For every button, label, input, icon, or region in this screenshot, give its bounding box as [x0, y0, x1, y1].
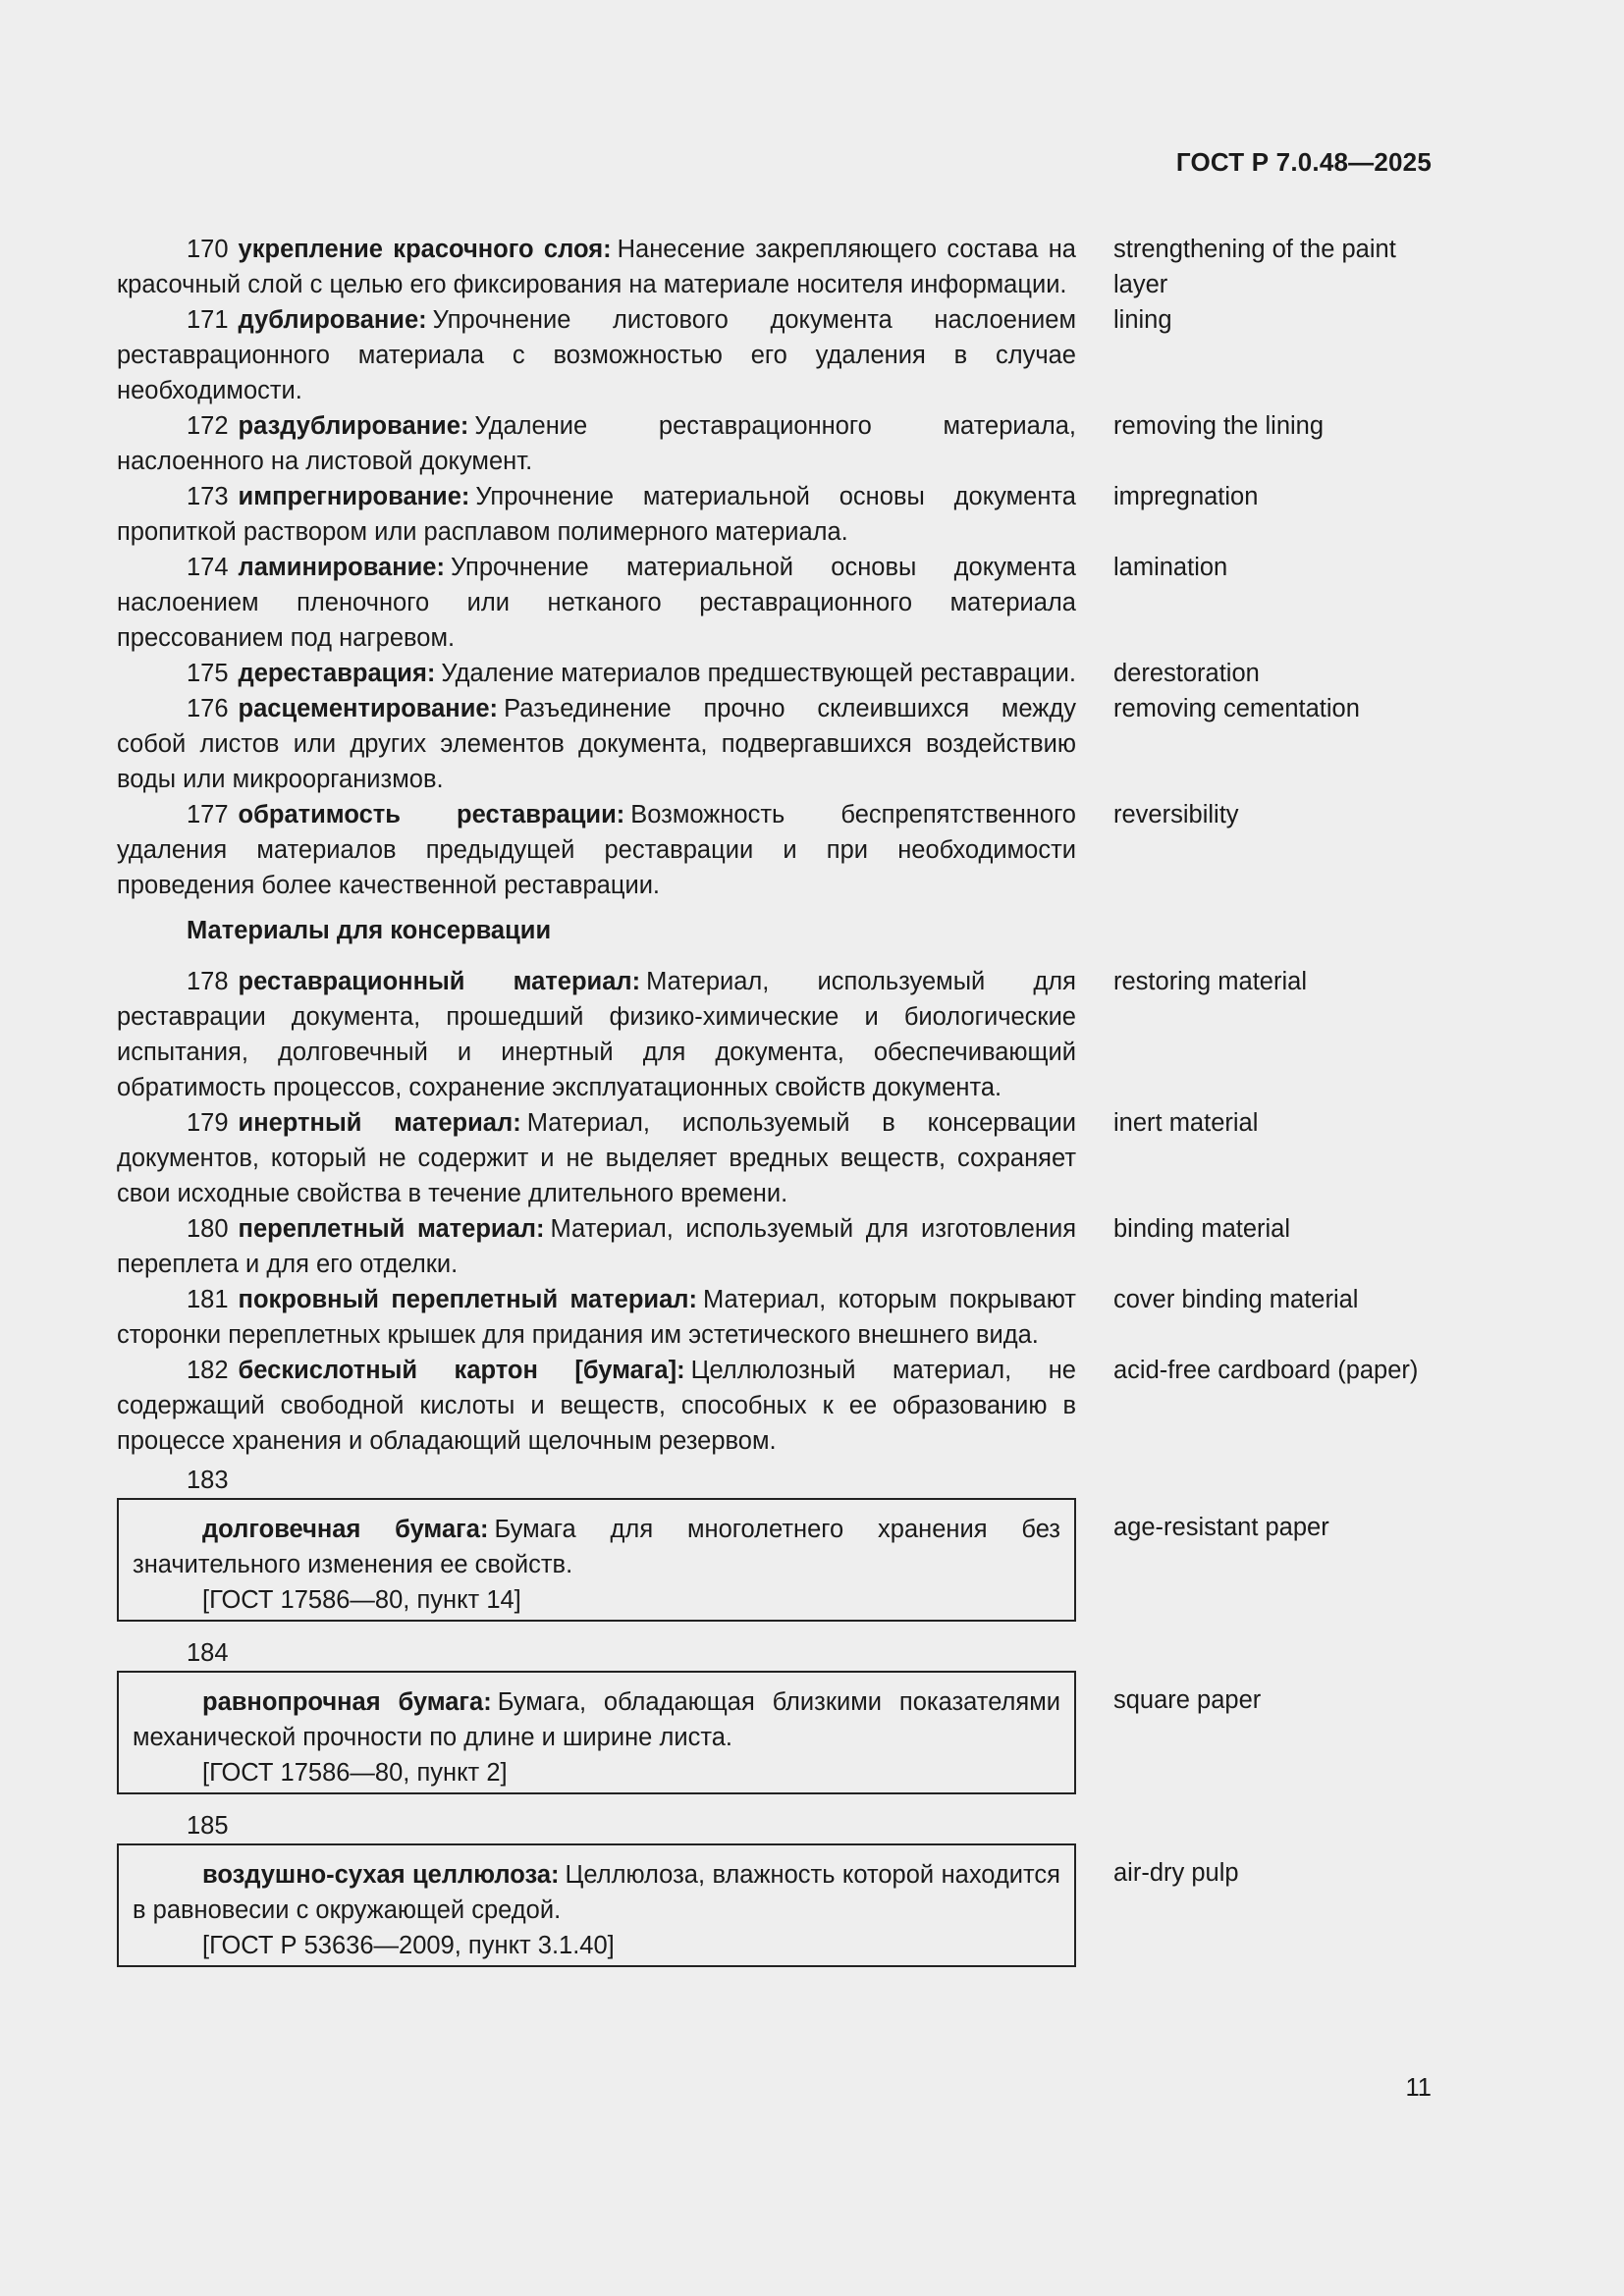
term-text: Упрочнение материальной основы документа пропиткой раствором или расплавом полимерного материала.	[117, 483, 1076, 546]
term-number: 177	[187, 801, 229, 828]
term-text: Целлюлозный материал, не содержащий свободной кислоты и веществ, способных к ее образованию в процессе хранения и обладающий щелочным резервом.	[117, 1357, 1076, 1455]
term-entry	[117, 302, 1431, 408]
term-definition	[117, 408, 1076, 479]
term-text: Упрочнение материальной основы документа наслоением пленочного или нетканого реставрационного материала прессованием под нагревом.	[117, 554, 1076, 652]
term-text: Целлюлоза, влажность которой находится в равновесии с окружающей средой.	[133, 1861, 1060, 1924]
term-english: lamination	[1113, 554, 1228, 581]
term-name: раздублирование:	[238, 412, 469, 440]
term-entry	[117, 408, 1431, 479]
term-reference: [ГОСТ Р 53636—2009, пункт 3.1.40]	[202, 1932, 615, 1959]
term-text: Бумага для многолетнего хранения без значительного изменения ее свойств.	[133, 1516, 1061, 1578]
term-definition	[117, 656, 1076, 691]
term-entry	[117, 479, 1431, 550]
term-definition	[117, 1105, 1076, 1211]
term-text: Материал, которым покрывают сторонки переплетных крышек для придания им эстетического внешнего вида.	[117, 1286, 1076, 1349]
term-text: Материал, используемый для изготовления переплета и для его отделки.	[117, 1215, 1077, 1278]
section-title: Материалы для консервации	[187, 917, 552, 944]
term-name: укрепление красочного слоя:	[238, 236, 612, 263]
term-definition	[117, 964, 1076, 1105]
term-english: square paper	[1113, 1686, 1262, 1714]
term-entry	[117, 232, 1431, 302]
term-english: acid-free cardboard (paper)	[1113, 1357, 1419, 1384]
document-header: ГОСТ Р 7.0.48—2025	[1175, 147, 1432, 177]
term-definition	[117, 691, 1076, 797]
term-text: Упрочнение листового документа наслоением реставрационного материала с возможностью его удаления в случае необходимости.	[117, 306, 1076, 404]
term-box	[117, 1843, 1076, 1967]
term-entry	[117, 797, 1431, 903]
boxed-term-entry	[117, 1671, 1431, 1794]
term-english: cover binding material	[1113, 1286, 1359, 1313]
term-english: lining	[1113, 306, 1172, 334]
term-number: 183	[187, 1467, 229, 1494]
term-entry	[117, 656, 1431, 691]
term-name: переплетный материал:	[238, 1215, 545, 1243]
term-english: removing the lining	[1113, 412, 1325, 440]
term-name: реставрационный материал:	[238, 968, 641, 995]
term-english: removing cementation	[1113, 695, 1360, 722]
term-definition	[117, 479, 1076, 550]
term-text: Бумага, обладающая близкими показателями механической прочности по длине и ширине листа.	[133, 1688, 1060, 1751]
term-definition	[133, 1684, 1060, 1755]
term-text: Материал, используемый для реставрации документа, прошедший физико-химические и биологические испытания, долговечный и инертный для документа, обеспечивающий обратимость процессов, сохранение эксплуатационных свойств документа.	[117, 968, 1076, 1101]
term-entry	[117, 964, 1431, 1105]
term-name: ламинирование:	[238, 554, 445, 581]
term-entry	[117, 1105, 1431, 1211]
term-name: импрегнирование:	[238, 483, 470, 510]
term-name: дереставрация:	[238, 660, 436, 687]
term-number: 173	[187, 483, 229, 510]
term-name: дублирование:	[238, 306, 427, 334]
term-definition	[117, 1353, 1076, 1459]
boxed-term-entry	[117, 1498, 1431, 1622]
term-entry	[117, 1353, 1431, 1459]
term-text: Материал, используемый в консервации документов, который не содержит и не выделяет вредных веществ, сохраняет свои исходные свойства в течение длительного времени.	[117, 1109, 1076, 1207]
term-definition	[117, 550, 1076, 656]
term-entry	[117, 1282, 1431, 1353]
term-english: impregnation	[1113, 483, 1259, 510]
term-number: 172	[187, 412, 229, 440]
term-definition	[117, 797, 1076, 903]
term-definition	[117, 302, 1076, 408]
term-entry	[117, 550, 1431, 656]
term-number: 184	[187, 1639, 229, 1667]
term-english: strengthening of the paint layer	[1113, 236, 1396, 298]
term-name: обратимость реставрации:	[238, 801, 625, 828]
term-text: Нанесение закрепляющего состава на красочный слой с целью его фиксирования на материале носителя информации.	[117, 236, 1076, 298]
term-number: 185	[187, 1812, 229, 1840]
page-number: 11	[1405, 2074, 1432, 2102]
term-english: age-resistant paper	[1113, 1514, 1329, 1541]
term-definition	[133, 1857, 1060, 1928]
term-name: долговечная бумага:	[202, 1516, 489, 1543]
term-text: Разъединение прочно склеившихся между собой листов или других элементов документа, подвергавшихся воздействию воды или микроорганизмов.	[117, 695, 1076, 793]
term-box	[117, 1671, 1076, 1794]
terms-content	[117, 232, 1431, 1981]
term-name: воздушно-сухая целлюлоза:	[202, 1861, 560, 1889]
term-english: reversibility	[1113, 801, 1239, 828]
term-box	[117, 1498, 1076, 1622]
term-reference: [ГОСТ 17586—80, пункт 14]	[202, 1586, 521, 1614]
term-number: 175	[187, 660, 229, 687]
term-text: Возможность беспрепятственного удаления материалов предыдущей реставрации и при необходимости проведения более качественной реставрации.	[117, 801, 1076, 899]
term-entry	[117, 691, 1431, 797]
term-number: 178	[187, 968, 229, 995]
term-english: derestoration	[1113, 660, 1260, 687]
term-number: 176	[187, 695, 229, 722]
term-english: inert material	[1113, 1109, 1259, 1137]
term-definition	[117, 232, 1076, 302]
term-number: 171	[187, 306, 229, 334]
term-name: инертный материал:	[238, 1109, 521, 1137]
term-reference: [ГОСТ 17586—80, пункт 2]	[202, 1759, 508, 1787]
term-text: Удаление реставрационного материала, наслоенного на листовой документ.	[117, 412, 1076, 475]
term-definition	[117, 1211, 1076, 1282]
term-text: Удаление материалов предшествующей реставрации.	[441, 660, 1076, 687]
term-number: 181	[187, 1286, 229, 1313]
term-definition	[117, 1282, 1076, 1353]
term-name: равнопрочная бумага:	[202, 1688, 492, 1716]
term-number: 174	[187, 554, 229, 581]
term-name: расцементирование:	[238, 695, 499, 722]
term-definition	[133, 1512, 1060, 1582]
term-english: restoring material	[1113, 968, 1307, 995]
term-english: air-dry pulp	[1113, 1859, 1239, 1887]
term-number: 179	[187, 1109, 229, 1137]
term-number: 180	[187, 1215, 229, 1243]
term-number: 182	[187, 1357, 229, 1384]
term-name: бескислотный картон [бумага]:	[238, 1357, 685, 1384]
term-english: binding material	[1113, 1215, 1291, 1243]
term-name: покровный переплетный материал:	[238, 1286, 697, 1313]
term-number: 170	[187, 236, 229, 263]
boxed-term-entry	[117, 1843, 1431, 1967]
term-entry	[117, 1211, 1431, 1282]
